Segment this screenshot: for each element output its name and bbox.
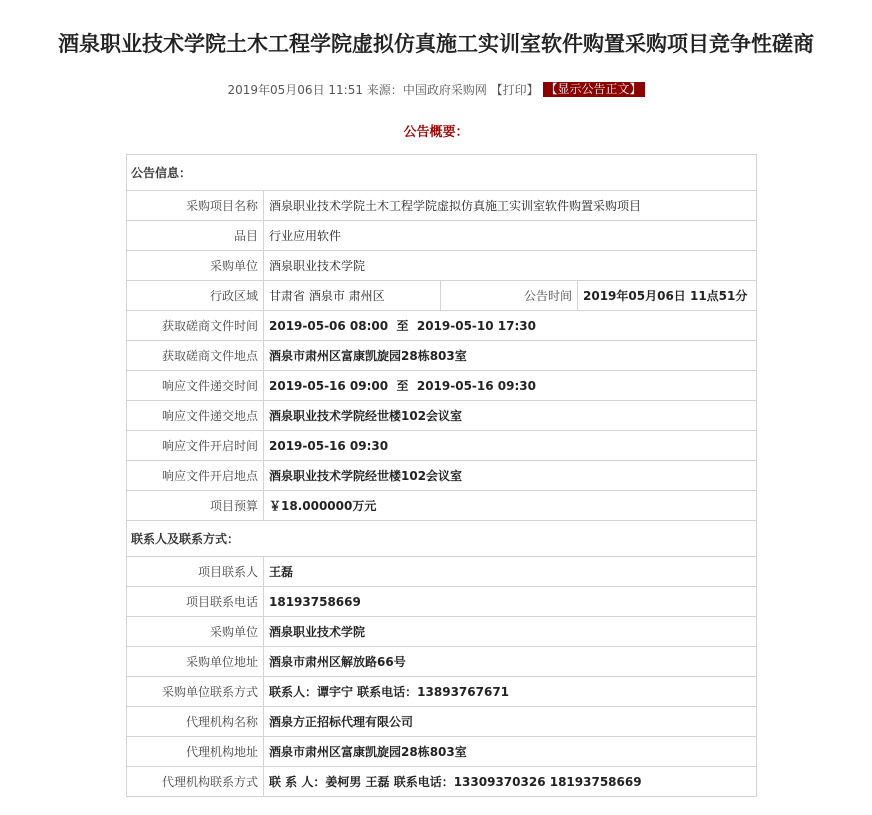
section-header-info: 公告信息： (127, 155, 757, 191)
row-label: 代理机构联系方式 (127, 767, 264, 797)
submit-time-value: 2019-05-16 09:00 至 2019-05-16 09:30 (264, 371, 757, 401)
table-row (127, 461, 757, 491)
table-row (127, 281, 757, 311)
region-value: 甘肃省 酒泉市 肃州区 (264, 281, 441, 311)
meta-bar (0, 81, 872, 98)
page-title: 酒泉职业技术学院土木工程学院虚拟仿真施工实训室软件购置采购项目竞争性磋商 (58, 32, 814, 56)
budget-value: ￥18.000000万元 (264, 491, 757, 521)
submit-place-value: 酒泉职业技术学院经世楼102会议室 (264, 401, 757, 431)
agency-name-value: 酒泉方正招标代理有限公司 (264, 707, 757, 737)
row-label: 响应文件开启时间 (127, 431, 264, 461)
publish-date: 2019年05月06日 11:51 (227, 83, 363, 97)
row-label: 获取磋商文件地点 (127, 341, 264, 371)
table-row (127, 521, 757, 557)
get-doc-place-value: 酒泉市肃州区富康凯旋园28栋803室 (264, 341, 757, 371)
buyer-address-value: 酒泉市肃州区解放路66号 (264, 647, 757, 677)
source-name: 中国政府采购网 (402, 83, 487, 97)
row-label: 采购单位联系方式 (127, 677, 264, 707)
table-row (127, 341, 757, 371)
get-doc-time-value: 2019-05-06 08:00 至 2019-05-10 17:30 (264, 311, 757, 341)
show-full-text-button[interactable]: 【显示公告正文】 (543, 82, 645, 97)
agency-contact-value: 联 系 人：姜柯男 王磊 联系电话：13309370326 18193758669 (264, 767, 757, 797)
project-name-value: 酒泉职业技术学院土木工程学院虚拟仿真施工实训室软件购置采购项目 (264, 191, 757, 221)
table-row (127, 191, 757, 221)
row-label: 获取磋商文件时间 (127, 311, 264, 341)
row-label: 行政区域 (127, 281, 264, 311)
row-label: 项目联系人 (127, 557, 264, 587)
contact-person-value: 王磊 (264, 557, 757, 587)
contact-buyer-value: 酒泉职业技术学院 (264, 617, 757, 647)
row-label: 公告时间 (441, 281, 578, 311)
open-time-value: 2019-05-16 09:30 (264, 431, 757, 461)
announcement-table (126, 154, 757, 797)
print-button[interactable]: 【打印】 (490, 83, 539, 97)
table-row (127, 557, 757, 587)
table-row (127, 371, 757, 401)
row-label: 响应文件递交时间 (127, 371, 264, 401)
row-label: 采购项目名称 (127, 191, 264, 221)
table-row (127, 431, 757, 461)
table-row (127, 311, 757, 341)
table-row (127, 767, 757, 797)
item-value: 行业应用软件 (264, 221, 757, 251)
row-label: 响应文件递交地点 (127, 401, 264, 431)
row-label: 采购单位 (127, 251, 264, 281)
row-label: 响应文件开启地点 (127, 461, 264, 491)
row-label: 采购单位地址 (127, 647, 264, 677)
buyer-contact-value: 联系人：谭宇宁 联系电话：13893767671 (264, 677, 757, 707)
table-row (127, 491, 757, 521)
row-label: 采购单位 (127, 617, 264, 647)
table-row (127, 647, 757, 677)
table-row (127, 155, 757, 191)
table-row (127, 221, 757, 251)
table-row (127, 587, 757, 617)
table-row (127, 401, 757, 431)
summary-title: 公告概要： (403, 125, 469, 140)
table-row (127, 251, 757, 281)
open-place-value: 酒泉职业技术学院经世楼102会议室 (264, 461, 757, 491)
table-row (127, 737, 757, 767)
table-row (127, 677, 757, 707)
contact-phone-value: 18193758669 (264, 587, 757, 617)
table-row (127, 707, 757, 737)
row-label: 品目 (127, 221, 264, 251)
buyer-value: 酒泉职业技术学院 (264, 251, 757, 281)
row-label: 代理机构名称 (127, 707, 264, 737)
source-label: 来源： (366, 83, 403, 97)
agency-address-value: 酒泉市肃州区富康凯旋园28栋803室 (264, 737, 757, 767)
announce-time-value: 2019年05月06日 11点51分 (578, 281, 757, 311)
table-row (127, 617, 757, 647)
row-label: 项目预算 (127, 491, 264, 521)
section-header-contact: 联系人及联系方式： (127, 521, 757, 557)
row-label: 项目联系电话 (127, 587, 264, 617)
row-label: 代理机构地址 (127, 737, 264, 767)
